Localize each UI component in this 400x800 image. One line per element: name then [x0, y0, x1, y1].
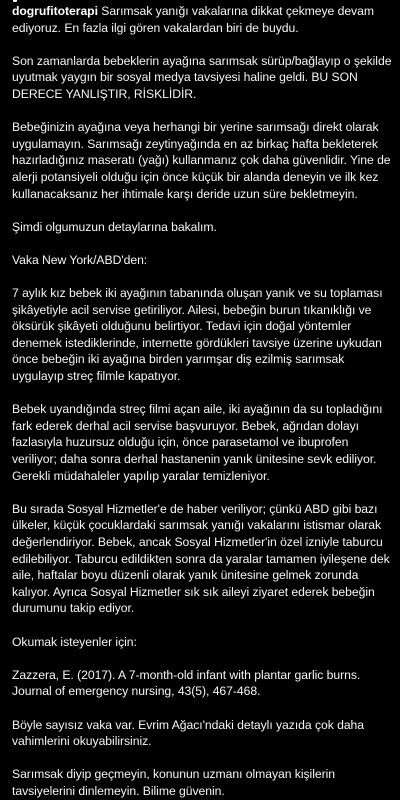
caption-paragraph: Böyle sayısız vaka var. Evrim Ağacı'ndaki detaylı yazıda çok daha vahimlerini okuyabilirsiniz. — [12, 717, 368, 749]
caption-paragraph: Son zamanlarda bebeklerin ayağına sarımsak sürüp/bağlayıp o şekilde uyutmak yaygın bir sosyal medya tavsiyesi haline geldi. BU SON DERECE YANLIŞTIR, RİSKLİDİR. — [12, 53, 395, 101]
caption-paragraph: Bu sırada Sosyal Hizmetler'e de haber veriliyor; çünkü ABD gibi bazı ülkeler, küçük çocuklardaki sarımsak yanığı vakalarını istismar olarak değerlendiriyor. Bebek, ancak Sosyal Hizmetler'in özel izniyle taburcu edilebiliyor. Taburcu edildikten sonra da yaralar tamamen iyileşene dek aile, haftalar boyu düzenli olarak yanık ünitesine gelmek zorunda kalıyor. Ayrıca Sosyal Hizmetler sık sık aileyi ziyaret ederek bebeğin durumunu takip ediyor. — [12, 501, 393, 616]
caption-paragraph: Zazzera, E. (2017). A 7-month-old infant with plantar garlic burns. Journal of emergency nursing, 43(5), 467-468. — [12, 667, 364, 699]
cropped-text-fragment — [12, 0, 72, 2]
caption-paragraph: Vaka New York/ABD'den: — [12, 252, 148, 267]
caption-paragraph-intro — [12, 3, 392, 36]
username-link[interactable]: dogrufitoterapi — [12, 4, 98, 18]
caption-paragraph: 7 aylık kız bebek iki ayağının tabanında oluşan yanık ve su toplaması şikâyetiyle acil servise getiriliyor. Ailesi, bebeğin burun tıkanıklığı ve öksürük şikâyeti olduğunu belirtiyor. Tedavi için doğal yöntemler denemek istediklerinde, internette gördükleri tavsiye üzerine uykudan önce bebeğin iki ayağına birden yarımşar diş ezilmiş sarımsak uygulayıp streç filmle kapatıyor. — [12, 286, 386, 384]
caption-intro-text: Sarımsak yanığı vakalarına dikkat çekmeye devam ediyoruz. En fazla ilgi gören vakalardan biri de buydu. — [12, 4, 378, 35]
caption-paragraph: Bebek uyandığında streç filmi açan aile, iki ayağının da su topladığını fark ederek derhal acil servise başvuruyor. Bebek, ağrıdan dolayı fazlasıyla huzursuz olduğu için, önce parasetamol ve ibuprofen veriliyor; daha sonra derhal hastanenin yanık ünitesine sevk ediliyor. Gerekli müdahaleler yapılıp yaralar temizleniyor. — [12, 402, 386, 483]
post-caption — [12, 3, 395, 800]
caption-paragraph: Okumak isteyenler için: — [12, 634, 137, 649]
caption-paragraph: Sarımsak diyip geçmeyin, konunun uzmanı olmayan kişilerin tavsiyelerini dinlemeyin. Bilime güvenin. — [12, 767, 339, 798]
caption-paragraph: Şimdi olgumuzun detaylarına bakalım. — [12, 219, 217, 234]
caption-paragraph: Bebeğinizin ayağına veya herhangi bir yerine sarımsağı direkt olarak uygulamayın. Sarımsağı zeytinyağında en az birkaç hafta bekleterek hazırladığınız maseratı (yağı) kullanmanız çok daha güvenlidir. Yine de alerji potansiyeli olduğu için önce küçük bir alanda deneyin ve ilk kez kullanacaksanız her ihtimale karşı deride uzun süre bekletmeyin. — [12, 120, 394, 201]
